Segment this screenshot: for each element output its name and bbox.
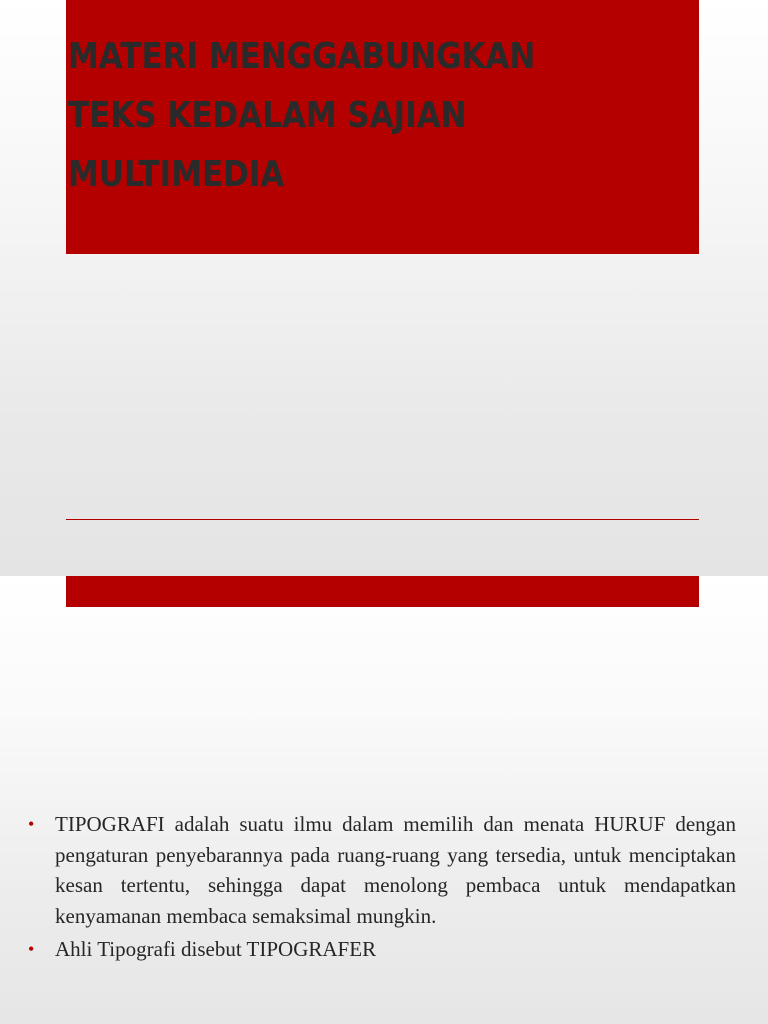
bullet-icon: • xyxy=(28,814,35,834)
list-item xyxy=(26,934,736,965)
content-slide xyxy=(0,576,768,1024)
bullet-text: TIPOGRAFI adalah suatu ilmu dalam memilih dan menata HURUF dengan pengaturan penyebarannya pada ruang-ruang yang tersedia, untuk menciptakan kesan tertentu, sehingga dapat menolong pembaca untuk mendapatkan kenyamanan membaca semaksimal mungkin. xyxy=(55,812,736,928)
bullet-icon: • xyxy=(28,939,35,959)
bullet-list xyxy=(26,809,736,968)
title-banner xyxy=(66,576,699,607)
list-item xyxy=(26,809,736,931)
bullet-text: Ahli Tipografi disebut TIPOGRAFER xyxy=(55,937,377,961)
slide-title: MATERI MENGGABUNGKAN TEKS KEDALAM SAJIAN MULTIMEDIA xyxy=(68,36,536,195)
subtitle-divider xyxy=(66,519,699,520)
